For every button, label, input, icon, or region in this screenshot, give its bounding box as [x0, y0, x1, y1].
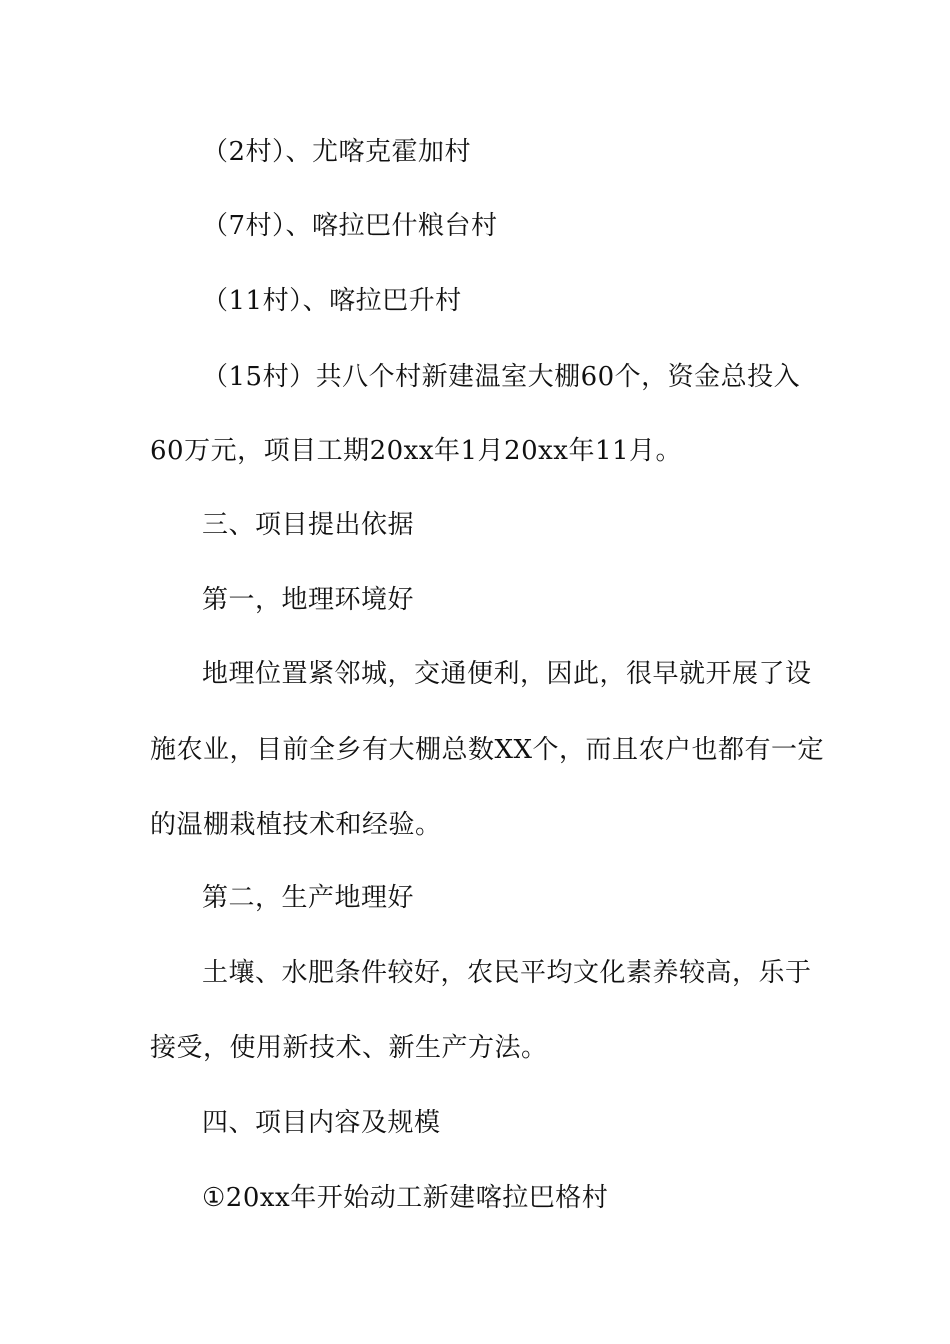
list-line-village-2: （2村）、尤喀克霍加村 [202, 137, 472, 167]
paragraph-line: 接受，使用新技术、新生产方法。 [150, 1033, 548, 1063]
paragraph-line: （15村）共八个村新建温室大棚60个，资金总投入 [202, 362, 801, 392]
section-heading: 四、项目内容及规模 [202, 1108, 441, 1138]
paragraph-line: ①20xx年开始动工新建喀拉巴格村 [202, 1183, 609, 1213]
paragraph-line: 60万元，项目工期20xx年1月20xx年11月。 [150, 436, 683, 466]
section-heading: 三、项目提出依据 [202, 510, 415, 540]
list-line-village-7: （7村）、喀拉巴什粮台村 [202, 211, 498, 241]
paragraph-line: 土壤、水肥条件较好，农民平均文化素养较高，乐于 [202, 958, 812, 988]
subheading: 第一，地理环境好 [202, 585, 415, 615]
list-line-village-11: （11村）、喀拉巴升村 [202, 286, 462, 316]
subheading: 第二，生产地理好 [202, 883, 415, 913]
paragraph-line: 施农业，目前全乡有大棚总数XX个，而且农户也都有一定 [150, 735, 825, 765]
paragraph-line: 地理位置紧邻城，交通便利，因此，很早就开展了设 [202, 659, 812, 689]
paragraph-line: 的温棚栽植技术和经验。 [150, 810, 442, 840]
